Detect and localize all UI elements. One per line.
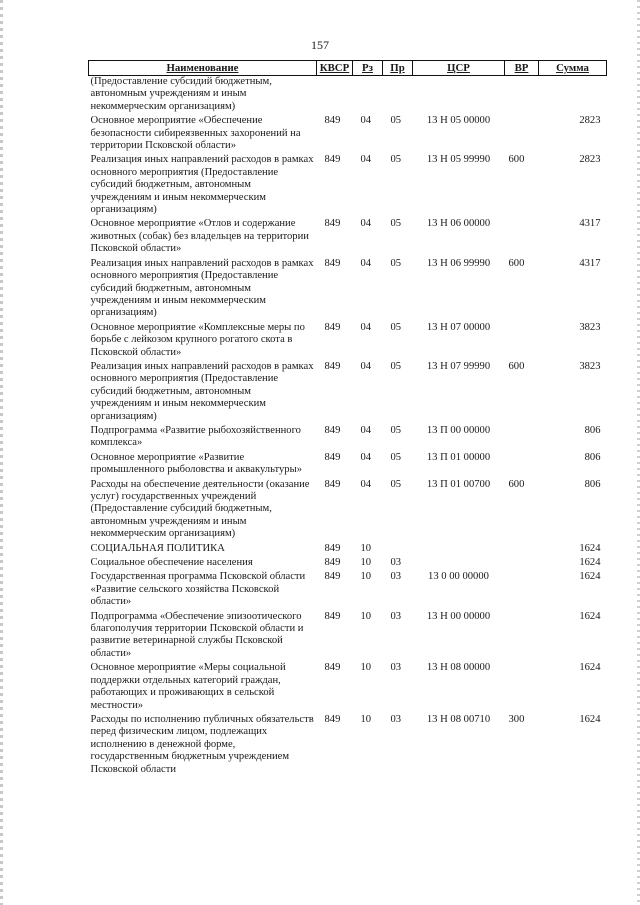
table-row (89, 662, 607, 714)
cell-kvsr: 849 (324, 424, 341, 436)
cell-csr (413, 543, 505, 557)
cell-name: Государственная программа Псковской области «Развитие сельского хозяйства Псковской области» (90, 571, 306, 608)
cell-kvsr: 849 (324, 610, 341, 622)
cell-csr: 13 П 00 00000 (426, 424, 491, 436)
cell-rz: 04 (360, 257, 372, 269)
cell-vr: 300 (508, 713, 525, 725)
cell-pr: 05 (390, 154, 402, 166)
cell-name: СОЦИАЛЬНАЯ ПОЛИТИКА (90, 542, 225, 554)
cell-sum: 2823 (579, 115, 601, 127)
cell-kvsr: 849 (324, 218, 341, 230)
cell-vr: 600 (508, 478, 525, 490)
cell-rz: 04 (360, 218, 372, 230)
header-vr: ВР (505, 61, 539, 76)
cell-pr: 05 (390, 451, 402, 463)
table-row (89, 543, 607, 557)
cell-kvsr: 849 (324, 557, 341, 569)
table-row (89, 479, 607, 543)
cell-rz: 10 (360, 542, 372, 554)
cell-name: Реализация иных направлений расходов в рамках основного мероприятия (Предоставление субсидий бюджетным, автономным учреждениям и иным некоммерческим организациям) (90, 360, 314, 422)
cell-kvsr: 849 (324, 360, 341, 372)
cell-vr: 600 (508, 154, 525, 166)
cell-vr (505, 571, 539, 610)
header-csr: ЦСР (413, 61, 505, 76)
cell-csr: 13 Н 07 99990 (426, 360, 491, 372)
cell-pr: 03 (390, 662, 402, 674)
cell-rz: 10 (360, 610, 372, 622)
cell-pr: 05 (390, 218, 402, 230)
cell-sum: 3823 (579, 321, 601, 333)
cell-sum: 1624 (579, 571, 601, 583)
table-row (89, 571, 607, 610)
cell-rz: 10 (360, 662, 372, 674)
cell-name: Социальное обеспечение населения (90, 557, 253, 569)
cell-kvsr: 849 (324, 478, 341, 490)
budget-table (88, 60, 607, 778)
cell-kvsr: 849 (324, 542, 341, 554)
cell-csr (413, 557, 505, 571)
cell-name: Основное мероприятие «Развитие промышленного рыболовства и аквакультуры» (90, 451, 302, 476)
cell-rz: 04 (360, 478, 372, 490)
cell-name: Реализация иных направлений расходов в рамках основного мероприятия (Предоставление субсидий бюджетным, автономным учреждениям и иным некоммерческим организациям) (90, 154, 314, 216)
cell-pr: 05 (390, 478, 402, 490)
cell-pr: 03 (390, 571, 402, 583)
cell-csr: 13 Н 05 99990 (426, 154, 491, 166)
cell-sum: 1624 (579, 610, 601, 622)
cell-vr (505, 115, 539, 154)
cell-vr (505, 322, 539, 361)
cell-pr: 05 (390, 115, 402, 127)
cell-name: Основное мероприятие «Обеспечение безопасности сибиреязвенных захоронений на территории Псковской области» (90, 115, 301, 152)
cell-vr (505, 76, 539, 116)
cell-sum: 806 (584, 451, 601, 463)
cell-kvsr: 849 (324, 257, 341, 269)
cell-name: Основное мероприятие «Меры социальной поддержки отдельных категорий граждан, работающих и проживающих в сельской местности» (90, 662, 286, 711)
cell-rz (353, 76, 383, 116)
cell-csr: 13 Н 08 00710 (426, 713, 491, 725)
cell-sum: 1624 (579, 662, 601, 674)
cell-csr: 13 Н 00 00000 (426, 610, 491, 622)
cell-sum: 1624 (579, 713, 601, 725)
table-row (89, 361, 607, 425)
cell-pr: 03 (390, 557, 402, 569)
cell-csr: 13 Н 08 00000 (426, 662, 491, 674)
cell-sum: 1624 (579, 542, 601, 554)
cell-rz: 04 (360, 154, 372, 166)
cell-kvsr: 849 (324, 713, 341, 725)
header-pr: Пр (383, 61, 413, 76)
table-row (89, 115, 607, 154)
cell-rz: 04 (360, 451, 372, 463)
cell-vr (505, 611, 539, 663)
cell-name: Реализация иных направлений расходов в рамках основного мероприятия (Предоставление субсидий бюджетным, автономным учреждениям и иным некоммерческим организациям) (90, 257, 314, 319)
header-kvsr: КВСР (317, 61, 353, 76)
cell-sum: 2823 (579, 154, 601, 166)
table-row (89, 76, 607, 116)
cell-vr (505, 452, 539, 479)
cell-kvsr: 849 (324, 115, 341, 127)
cell-pr (383, 76, 413, 116)
cell-sum: 806 (584, 478, 601, 490)
table-row (89, 258, 607, 322)
table-body (89, 76, 607, 778)
cell-rz: 10 (360, 557, 372, 569)
cell-pr: 05 (390, 424, 402, 436)
table-row (89, 154, 607, 218)
cell-sum: 4317 (579, 257, 601, 269)
cell-pr: 03 (390, 713, 402, 725)
cell-rz: 10 (360, 713, 372, 725)
table-row (89, 425, 607, 452)
cell-sum (539, 76, 607, 116)
cell-csr: 13 Н 06 00000 (426, 218, 491, 230)
cell-vr (505, 557, 539, 571)
table-row (89, 611, 607, 663)
cell-pr: 03 (390, 610, 402, 622)
cell-sum: 3823 (579, 360, 601, 372)
cell-kvsr: 849 (324, 154, 341, 166)
cell-name: Расходы по исполнению публичных обязательств перед физическим лицом, подлежащих исполнению в денежной форме, государственным бюджетным учреждением Псковской области (90, 713, 314, 775)
table-row (89, 714, 607, 778)
scan-edge-left (0, 0, 3, 905)
cell-vr (505, 662, 539, 714)
header-rz: Рз (353, 61, 383, 76)
cell-vr (505, 425, 539, 452)
table-row (89, 218, 607, 257)
table-row (89, 452, 607, 479)
cell-sum: 4317 (579, 218, 601, 230)
cell-csr: 13 Н 05 00000 (426, 115, 491, 127)
table-row (89, 322, 607, 361)
cell-pr (383, 543, 413, 557)
header-name: Наименование (89, 61, 317, 76)
header-sum: Сумма (539, 61, 607, 76)
cell-sum: 1624 (579, 557, 601, 569)
cell-csr (413, 76, 505, 116)
cell-sum: 806 (584, 424, 601, 436)
cell-name: (Предоставление субсидий бюджетным, автономным учреждениям и иным некоммерческим организациям) (90, 76, 272, 112)
cell-csr: 13 П 01 00000 (426, 451, 491, 463)
cell-kvsr: 849 (324, 451, 341, 463)
cell-vr: 600 (508, 360, 525, 372)
cell-csr: 13 Н 06 99990 (426, 257, 491, 269)
cell-name: Расходы на обеспечение деятельности (оказание услуг) государственных учреждений (Предоставление субсидий бюджетным, автономным учреждениям и иным некоммерческим организациям) (90, 478, 310, 540)
cell-csr: 13 Н 07 00000 (426, 321, 491, 333)
cell-vr (505, 543, 539, 557)
cell-kvsr (317, 76, 353, 116)
table-row (89, 557, 607, 571)
cell-kvsr: 849 (324, 662, 341, 674)
cell-name: Основное мероприятие «Комплексные меры по борьбе с лейкозом крупного рогатого скота в Псковской области» (90, 321, 305, 358)
cell-pr: 05 (390, 257, 402, 269)
cell-rz: 04 (360, 115, 372, 127)
cell-pr: 05 (390, 321, 402, 333)
table-header-row (89, 61, 607, 76)
cell-name: Основное мероприятие «Отлов и содержание животных (собак) без владельцев на территории Псковской области» (90, 218, 309, 255)
cell-pr: 05 (390, 360, 402, 372)
cell-name: Подпрограмма «Развитие рыбохозяйственного комплекса» (90, 424, 301, 449)
cell-rz: 04 (360, 321, 372, 333)
cell-kvsr: 849 (324, 321, 341, 333)
cell-csr: 13 П 01 00700 (426, 478, 491, 490)
cell-rz: 04 (360, 360, 372, 372)
cell-csr: 13 0 00 00000 (428, 571, 489, 583)
cell-rz: 10 (360, 571, 372, 583)
cell-kvsr: 849 (324, 571, 341, 583)
cell-vr (505, 218, 539, 257)
cell-vr: 600 (508, 257, 525, 269)
cell-name: Подпрограмма «Обеспечение эпизоотического благополучия территории Псковской области и развитие ветеринарной службы Псковской области» (90, 610, 304, 659)
page-number: 157 (311, 38, 329, 52)
cell-rz: 04 (360, 424, 372, 436)
